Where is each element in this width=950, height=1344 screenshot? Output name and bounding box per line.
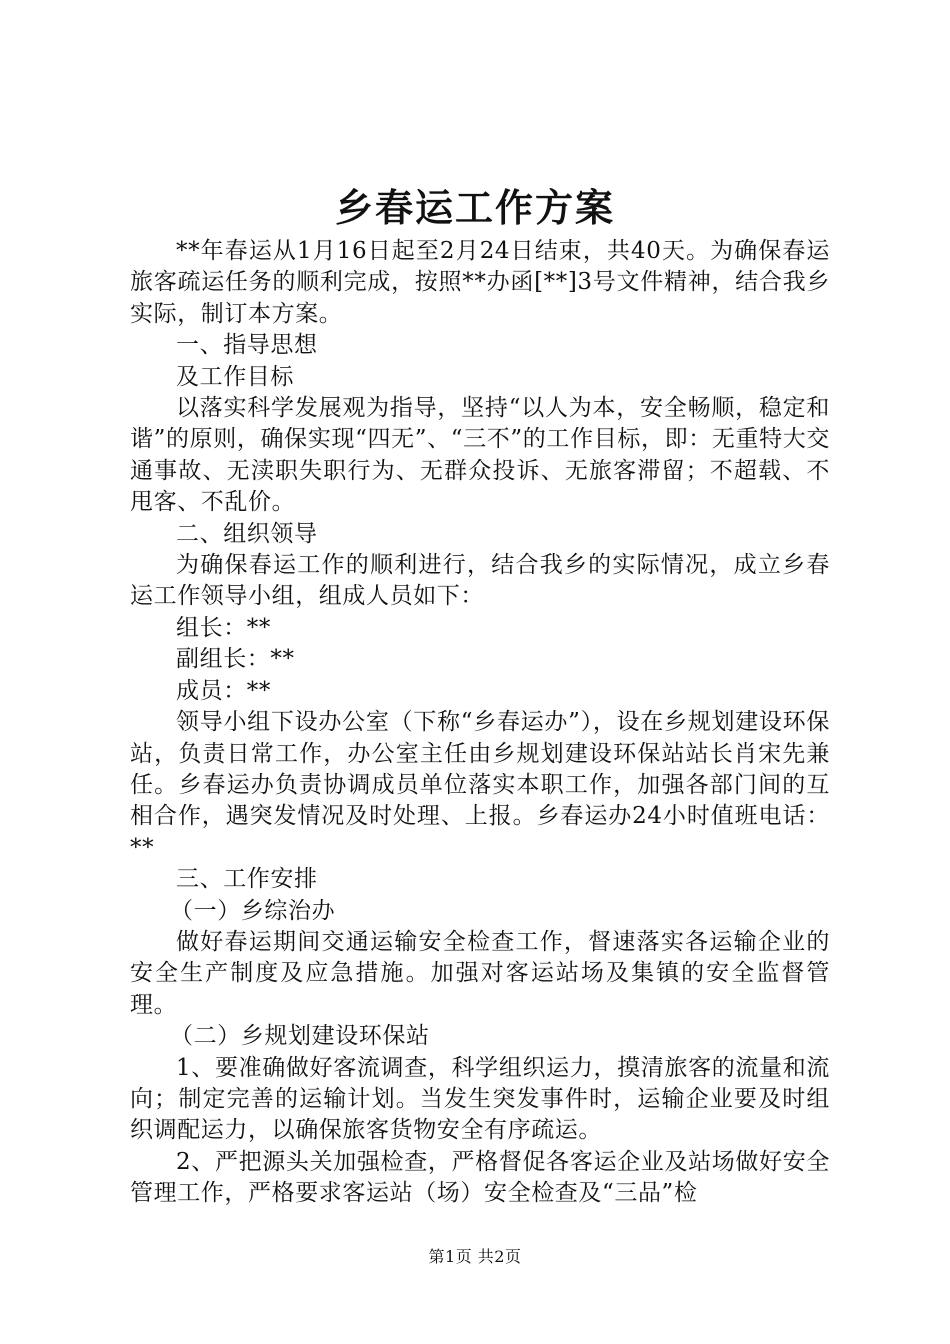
paragraph-office: 领导小组下设办公室（下称“乡春运办”），设在乡规划建设环保站，负责日常工作，办公室主任由乡规划建设环保站站长肖宋先兼任。乡春运办负责协调成员单位落实本职工作，加强各部门间的互相合作，遇突发情况及时处理、上报。乡春运办24小时值班电话：** xyxy=(130,709,830,861)
page-number: 第1页 共2页 xyxy=(428,1247,522,1266)
heading-guiding-thought: 一、指导思想 xyxy=(176,332,318,359)
paragraph-item-1: 1、要准确做好客流调查，科学组织运力，摸清旅客的流量和流向；制定完善的运输计划。当发生突发事件时，运输企业要及时组织调配运力，以确保旅客货物安全有序疏运。 xyxy=(130,1054,830,1144)
group-leader: 组长：** xyxy=(176,614,271,641)
heading-organization: 二、组织领导 xyxy=(176,520,318,547)
subheading-planning-station: （二）乡规划建设环保站 xyxy=(170,1023,430,1050)
group-members: 成员：** xyxy=(176,677,271,704)
heading-work-arrangement: 三、工作安排 xyxy=(176,866,318,893)
paragraph-safety-inspection: 做好春运期间交通运输安全检查工作，督速落实各运输企业的安全生产制度及应急措施。加强对客运站场及集镇的安全监督管理。 xyxy=(130,928,830,1018)
paragraph-guiding-principle: 以落实科学发展观为指导，坚持“以人为本，安全畅顺，稳定和谐”的原则，确保实现“四无”、“三不”的工作目标，即：无重特大交通事故、无渎职失职行为、无群众投诉、无旅客滞留；不超载、不甩客、不乱价。 xyxy=(130,395,830,516)
paragraph-leading-group: 为确保春运工作的顺利进行，结合我乡的实际情况，成立乡春运工作领导小组，组成人员如下： xyxy=(130,552,830,610)
heading-work-goals: 及工作目标 xyxy=(176,363,294,390)
document-body xyxy=(130,236,830,1210)
paragraph-item-2: 2、严把源头关加强检查，严格督促各客运企业及站场做好安全管理工作，严格要求客运站（场）安全检查及“三品”检 xyxy=(130,1148,830,1207)
paragraph-intro: **年春运从1月16日起至2月24日结束，共40天。为确保春运旅客疏运任务的顺利完成，按照**办函[**]3号文件精神，结合我乡实际，制订本方案。 xyxy=(130,238,830,327)
document-title: 乡春运工作方案 xyxy=(334,185,615,230)
deputy-group-leader: 副组长：** xyxy=(176,646,295,673)
subheading-comprehensive-office: （一）乡综治办 xyxy=(170,897,336,924)
